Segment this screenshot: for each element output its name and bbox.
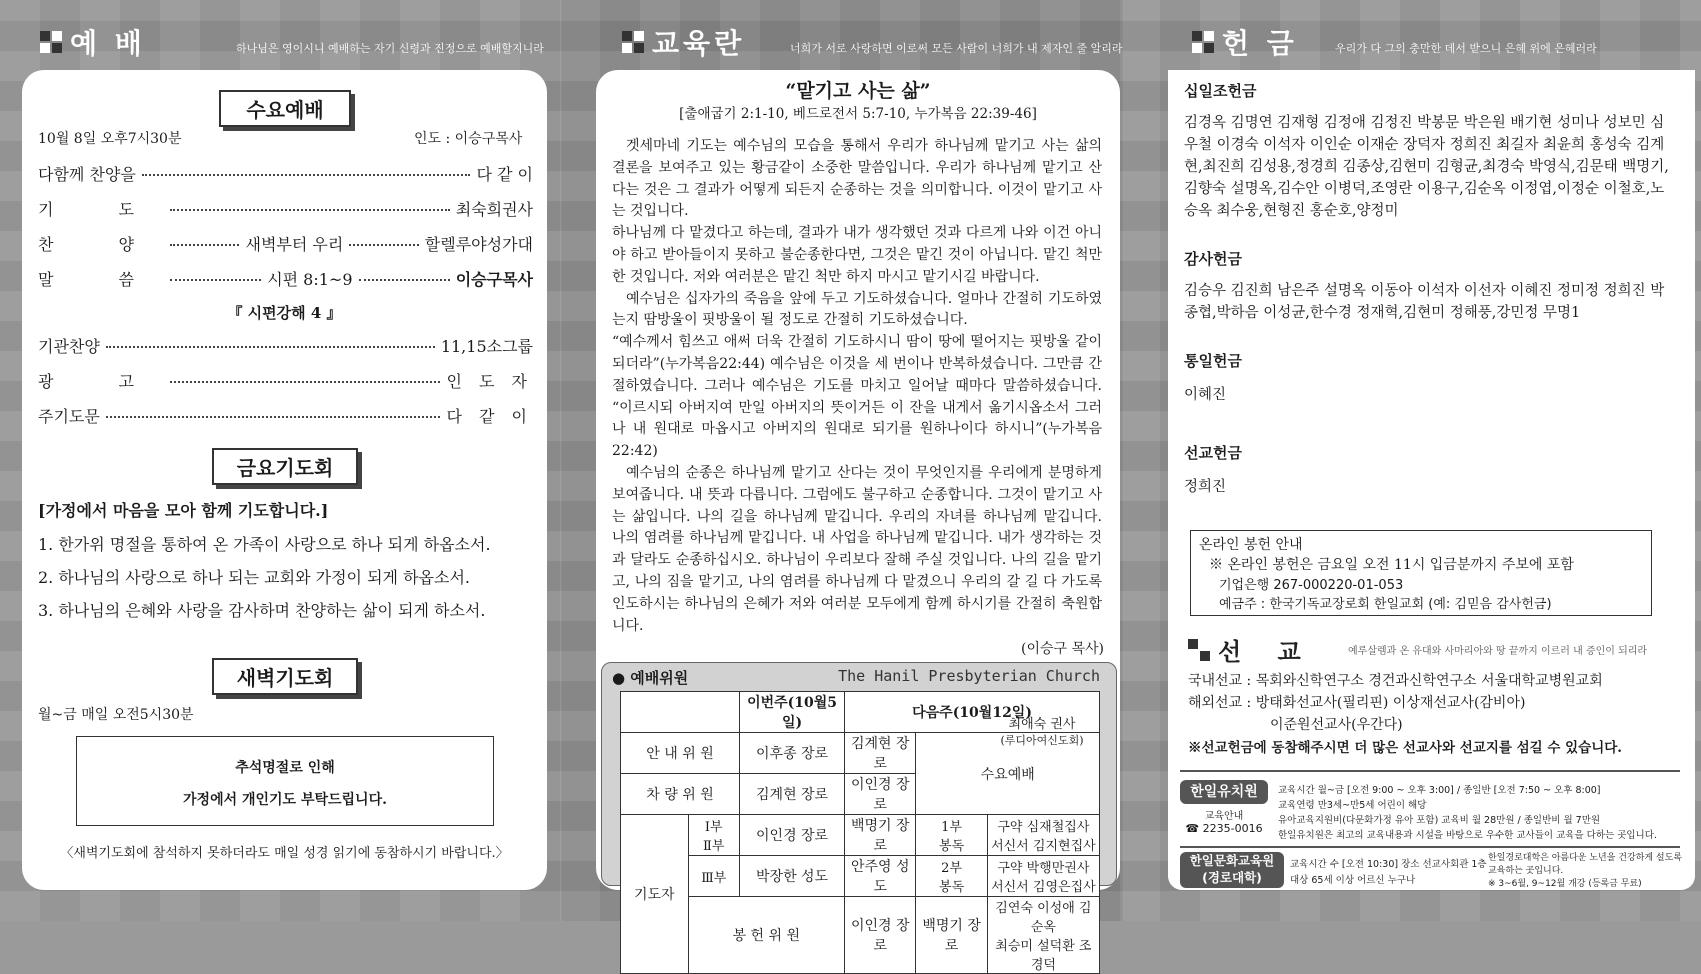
- part-cell: [916, 815, 987, 856]
- section-grid-icon: [1192, 31, 1214, 53]
- elder-college-badge: [1180, 852, 1284, 888]
- offering-title: 헌 금: [1222, 27, 1298, 60]
- order-label: 주기도문: [38, 407, 100, 426]
- role-cell: 안 내 위 원: [621, 733, 740, 774]
- order-label: 찬 양: [38, 235, 164, 254]
- table-cell: 백명기 장로: [916, 897, 987, 974]
- dawn-prayer-badge: 새벽기도회: [212, 658, 358, 695]
- order-label: 광 고: [38, 372, 164, 391]
- reading-label: 구약: [997, 861, 1023, 876]
- tithe-names: 김경옥 김명연 김재형 김정애 김정진 박봉문 박은원 배기현 성미나 성보민 심우철 이경숙 이석자 이인순 이재순 장덕자 정희진 최길자 최윤희 홍성숙 김계현,최진희 김성용,정경희 김종상,김현미 김형균,최경숙 박영식,김문태 백명기,김향숙 설명옥,김수안 이병덕,조영란 이용구,김순옥 이정엽,이정순 이철호,노승옥 최수웅,현형진 홍순호,양정미: [1184, 115, 1669, 219]
- worship-header: [40, 22, 146, 62]
- table-cell: 김계현 장로: [845, 733, 916, 774]
- dawn-time: 월~금 매일 오전5시30분: [38, 707, 194, 723]
- reading-label: 봉독: [939, 839, 965, 854]
- tithe-title: 십일조헌금: [1184, 82, 1257, 100]
- divider: [1180, 770, 1680, 772]
- order-row: [38, 232, 533, 255]
- part-cell: [916, 856, 987, 897]
- section-grid-icon: [622, 31, 644, 53]
- elder-line: 대상 65세 이상 어르신 누구나: [1290, 875, 1416, 886]
- thanks-title: 감사헌금: [1184, 250, 1242, 268]
- reading-label: 구약: [997, 820, 1023, 835]
- table-cell: [621, 692, 740, 733]
- mission-overseas: 해외선교 : 방태화선교사(필리핀) 이상재선교사(감비아): [1188, 695, 1526, 711]
- worship-panel: [22, 70, 547, 890]
- unify-title: 통일헌금: [1184, 352, 1242, 370]
- section-grid-icon: [40, 31, 62, 53]
- article-body: [612, 136, 1102, 637]
- order-value: 다 같 이: [446, 407, 533, 426]
- role-cell: 봉 헌 위 원: [688, 897, 845, 974]
- article-paragraph: 겟세마네 기도는 예수님의 모습을 통해서 우리가 하나님께 맡기고 사는 삶의 결론을 보여주고 있는 황금같이 소중한 말씀입니다. 우리가 하나님께 맡기고 산다는 것은 그 결과가 어떻게 되든지 순종하는 것을 의미합니다. 이것이 맡기고 사는 것입니다.: [612, 138, 1102, 220]
- order-row: [38, 197, 533, 220]
- prayer-item: 3. 하나님의 은혜와 사랑을 감사하며 찬양하는 삶이 되게 하소서.: [38, 601, 486, 620]
- offering-team: 최승미 설덕환 조경덕: [995, 939, 1092, 973]
- elder-badge-line: (경로대학): [1202, 870, 1262, 885]
- this-week-header: 이번주(10월5일): [740, 692, 845, 733]
- reader-name: 김영은집사: [1032, 880, 1096, 895]
- table-cell: 백명기 장로: [845, 815, 916, 856]
- church-english-name: The Hanil Presbyterian Church: [838, 667, 1100, 685]
- kindergarten-line: 유아교육지원비(다문화가정 유아 포함) 교육비 월 28만원 / 종일반비 월 7만원: [1278, 815, 1601, 826]
- order-value: 11,15소그룹: [440, 337, 533, 356]
- elder-badge-line: 한일문화교육원: [1189, 853, 1275, 868]
- order-value: 이승구목사: [455, 270, 533, 289]
- online-offering-box: [1190, 530, 1652, 616]
- order-row: [38, 162, 533, 185]
- order-label: 기관찬양: [38, 337, 100, 356]
- education-title: 교육란: [652, 27, 746, 60]
- role-cell: 기도자: [621, 815, 689, 974]
- prayer-item: 2. 하나님의 사랑으로 하나 되는 교회와 가정이 되게 하옵소서.: [38, 568, 470, 587]
- part-label: 2부: [941, 861, 963, 876]
- part-cell: [688, 815, 740, 856]
- mission-overseas: 이준원선교사(우간다): [1270, 717, 1403, 733]
- friday-heading: [가정에서 마음을 모아 함께 기도합니다.]: [38, 501, 329, 520]
- table-cell: 김계현 장로: [740, 774, 845, 815]
- reader-name: 심재철집사: [1026, 820, 1090, 835]
- article-paragraph: 하나님께 다 맡겼다고 하는데, 결과가 내가 생각했던 것과 다르게 나와 이건 아니야 하고 받아들이지 못하고 불순종한다면, 그것은 맡긴 것이 아닙니다. 맡긴 척만 한 것입니다. 저와 여러분은 맡긴 척만 하지 마시고 맡기시길 바랍니다.: [612, 225, 1102, 285]
- friday-prayer-badge: 금요기도회: [212, 448, 358, 485]
- article-paragraph: “예수께서 힘쓰고 애써 더욱 간절히 기도하시니 땀이 땅에 떨어지는 핏방울 같이 되더라”(누가복음22:44) 예수님은 이것을 세 번이나 반복하셨습니다. 그만큼 간절하였습니다. 그러나 예수님은 기도를 마치고 일어날 때마다 말씀하셨습니다. “이르시되 아버지여 만일 아버지의 뜻이거든 이 잔을 내게서 옮기시옵소서 그러나 내 원대로 마옵시고 아버지의 원대로 되기를 원하나이다 하시니”(누가복음 22:42): [612, 334, 1102, 460]
- order-value: 최숙희권사: [455, 200, 533, 219]
- kindergarten-phone: ☎ 2235-0016: [1185, 822, 1263, 835]
- order-mid: 새벽부터 우리: [245, 235, 344, 254]
- mission-offering-title: 선교헌금: [1184, 444, 1242, 462]
- order-row: [38, 404, 533, 427]
- article-author: (이승구 목사): [1021, 641, 1104, 657]
- elder-desc: 교육하는 곳입니다.: [1488, 866, 1564, 876]
- reader-name: 김지현집사: [1032, 839, 1096, 854]
- article-paragraph: 예수님의 순종은 하나님께 맡기고 산다는 것이 무엇인지를 우리에게 분명하게 보여줍니다. 내 뜻과 다릅니다. 그럼에도 불구하고 순종합니다. 그것이 맡기고 사는 삶입니다. 나의 길을 하나님께 맡깁니다. 우리의 자녀를 하나님께 맡깁니다. 나의 염려를 하나님께 맡깁니다. 내 사업을 하나님께 맡깁니다. 내가 생각하는 것과 달라도 순종하십시오. 하나님이 우리보다 잘해 주실 것입니다. 나의 길을 맡기고, 나의 짐을 맡기고, 나의 염려를 하나님께 다 맡겼으니 우리의 갈 길 다 가도록 인도하시는 하나님의 은혜가 저와 여러분 모두에게 함께 하시기를 간절히 축원합니다.: [612, 464, 1102, 634]
- offering-panel: [1168, 70, 1695, 890]
- next-week-header: 다음주(10월12일): [845, 692, 1100, 733]
- dawn-notice-box: [76, 736, 494, 826]
- elder-line: 교육시간 수 [오전 10:30] 장소 선교사회관 1층: [1290, 859, 1487, 870]
- reading-label: 서신서: [991, 839, 1029, 854]
- elder-desc: ※ 3~6월, 9~12월 개강 (등록금 무료): [1488, 879, 1642, 889]
- reading-label: 봉독: [939, 880, 965, 895]
- order-value: 인 도 자: [446, 372, 533, 391]
- mission-header: [1188, 632, 1315, 667]
- worship-title: 예 배: [70, 27, 146, 60]
- mission-offering-names: 정희진: [1184, 479, 1227, 495]
- wed-service-leader: [987, 713, 1097, 748]
- online-holder: 예금주 : 한국기독교장로회 한일교회 (예: 김믿음 감사헌금): [1219, 597, 1552, 612]
- order-value: 할렐루야성가대: [424, 235, 533, 254]
- wed-date: 10월 8일 오후7시30분: [38, 131, 182, 147]
- order-row: [38, 334, 533, 357]
- wed-leader-group: (루디아여신도회): [1000, 734, 1084, 747]
- online-title: 온라인 봉헌 안내: [1199, 537, 1303, 553]
- table-cell: 이후종 장로: [740, 733, 845, 774]
- sermon-series: 『 시편강해 4 』: [227, 304, 342, 322]
- kindergarten-info-label: 교육안내: [1204, 811, 1244, 822]
- wed-service-badge: 수요예배: [219, 90, 351, 127]
- wed-leader-name: 최애숙 권사: [1008, 717, 1076, 732]
- wed-service-label: 수요예배: [980, 766, 1035, 783]
- kindergarten-line: 교육연령 만3세~만5세 어린이 해당: [1278, 800, 1427, 811]
- worship-committee-box: [601, 662, 1117, 973]
- part-label: 1부: [941, 820, 963, 835]
- article-paragraph: 예수님은 십자가의 죽음을 앞에 두고 기도하셨습니다. 얼마나 간절히 기도하였는지 땀방울이 핏방울이 될 정도로 간절히 기도하셨습니다.: [612, 290, 1102, 329]
- table-cell: 안주영 성도: [845, 856, 916, 897]
- section-grid-icon: [1188, 639, 1210, 661]
- reader-name: 박행만권사: [1026, 861, 1090, 876]
- elder-desc: 한일경로대학은 아름다운 노년을 건강하게 설도록: [1488, 853, 1683, 863]
- kindergarten-badge: 한일유치원: [1180, 780, 1268, 804]
- article-title: “맡기고 사는 삶”: [785, 80, 931, 102]
- mission-title: 선 교: [1218, 638, 1315, 666]
- part-cell: Ⅲ부: [688, 856, 740, 897]
- education-header: [622, 22, 745, 62]
- offering-header: [1192, 22, 1298, 62]
- thanks-names: 김승우 김진희 남은주 설명옥 이동아 이석자 이선자 이혜진 정미정 정희진 박종협,박하음 이성균,한수경 정재혁,김현미 정해풍,강민정 무명1: [1184, 283, 1665, 321]
- divider: [1180, 846, 1680, 848]
- part-label: Ⅰ부: [704, 820, 723, 835]
- mission-domestic: 국내선교 : 목회와신학연구소 경건과신학연구소 서울대학교병원교회: [1188, 673, 1603, 689]
- dawn-notice-line: 가정에서 개인기도 부탁드립니다.: [183, 792, 387, 808]
- unify-names: 이혜진: [1184, 387, 1227, 403]
- online-note: ※ 온라인 봉헌은 금요일 오전 11시 입금분까지 주보에 포함: [1209, 557, 1574, 573]
- order-mid: 시편 8:1~9: [267, 270, 353, 289]
- part-label: Ⅱ부: [703, 839, 725, 854]
- order-row: [38, 267, 533, 290]
- committee-title: ● 예배위원: [612, 669, 689, 687]
- order-label: 기 도: [38, 200, 164, 219]
- worship-verse: 하나님은 영이시니 예배하는 자기 신령과 진정으로 예배할지니라: [236, 42, 544, 55]
- offering-verse: 우리가 다 그의 충만한 데서 받으니 은혜 위에 은혜러라: [1335, 42, 1597, 55]
- reading-cell: [987, 856, 1099, 897]
- table-cell: 박장한 성도: [740, 856, 845, 897]
- offering-team-cell: [987, 897, 1099, 974]
- reading-label: 서신서: [991, 880, 1029, 895]
- mission-note: ※선교헌금에 동참해주시면 더 많은 선교사와 선교지를 섬길 수 있습니다.: [1188, 740, 1622, 756]
- dawn-footer: 〈새벽기도회에 참석하지 못하더라도 매일 성경 읽기에 동참하시기 바랍니다.〉: [60, 846, 509, 861]
- order-row: [38, 369, 533, 392]
- prayer-item: 1. 한가위 명절을 통하여 온 가족이 사랑으로 하나 되게 하옵소서.: [38, 535, 491, 554]
- mission-verse: 예루살렘과 온 유대와 사마리아와 땅 끝까지 이르러 내 증인이 되리라: [1348, 646, 1648, 657]
- reading-cell: [987, 815, 1099, 856]
- article-reference: [출애굽기 2:1-10, 베드로전서 5:7-10, 누가복음 22:39-46]: [679, 106, 1037, 122]
- kindergarten-line: 교육시간 월~금 [오전 9:00 ~ 오후 3:00] / 종일반 [오전 7:50 ~ 오후 8:00]: [1278, 785, 1601, 796]
- wed-leader: 인도 : 이승구목사: [414, 131, 523, 147]
- order-value: 다 같 이: [476, 165, 533, 184]
- education-verse: 너희가 서로 사랑하면 이로써 모든 사람이 너희가 내 제자인 줄 알리라: [790, 42, 1123, 55]
- kindergarten-line: 한일유치원은 최고의 교육내용과 시설을 바탕으로 우수한 교사들이 교육을 다하는 곳입니다.: [1278, 830, 1657, 841]
- online-bank: 기업은행 267-000220-01-053: [1219, 578, 1404, 593]
- role-cell: 차 량 위 원: [621, 774, 740, 815]
- table-cell: 이인경 장로: [845, 897, 916, 974]
- dawn-notice-line: 추석명절로 인해: [235, 760, 335, 776]
- order-label: 다함께 찬양을: [38, 165, 136, 184]
- offering-team: 김연숙 이성애 김순옥: [995, 901, 1092, 935]
- table-cell: 이인경 장로: [740, 815, 845, 856]
- education-panel: [596, 70, 1120, 973]
- table-cell: 이인경 장로: [845, 774, 916, 815]
- order-label: 말 씀: [38, 270, 164, 289]
